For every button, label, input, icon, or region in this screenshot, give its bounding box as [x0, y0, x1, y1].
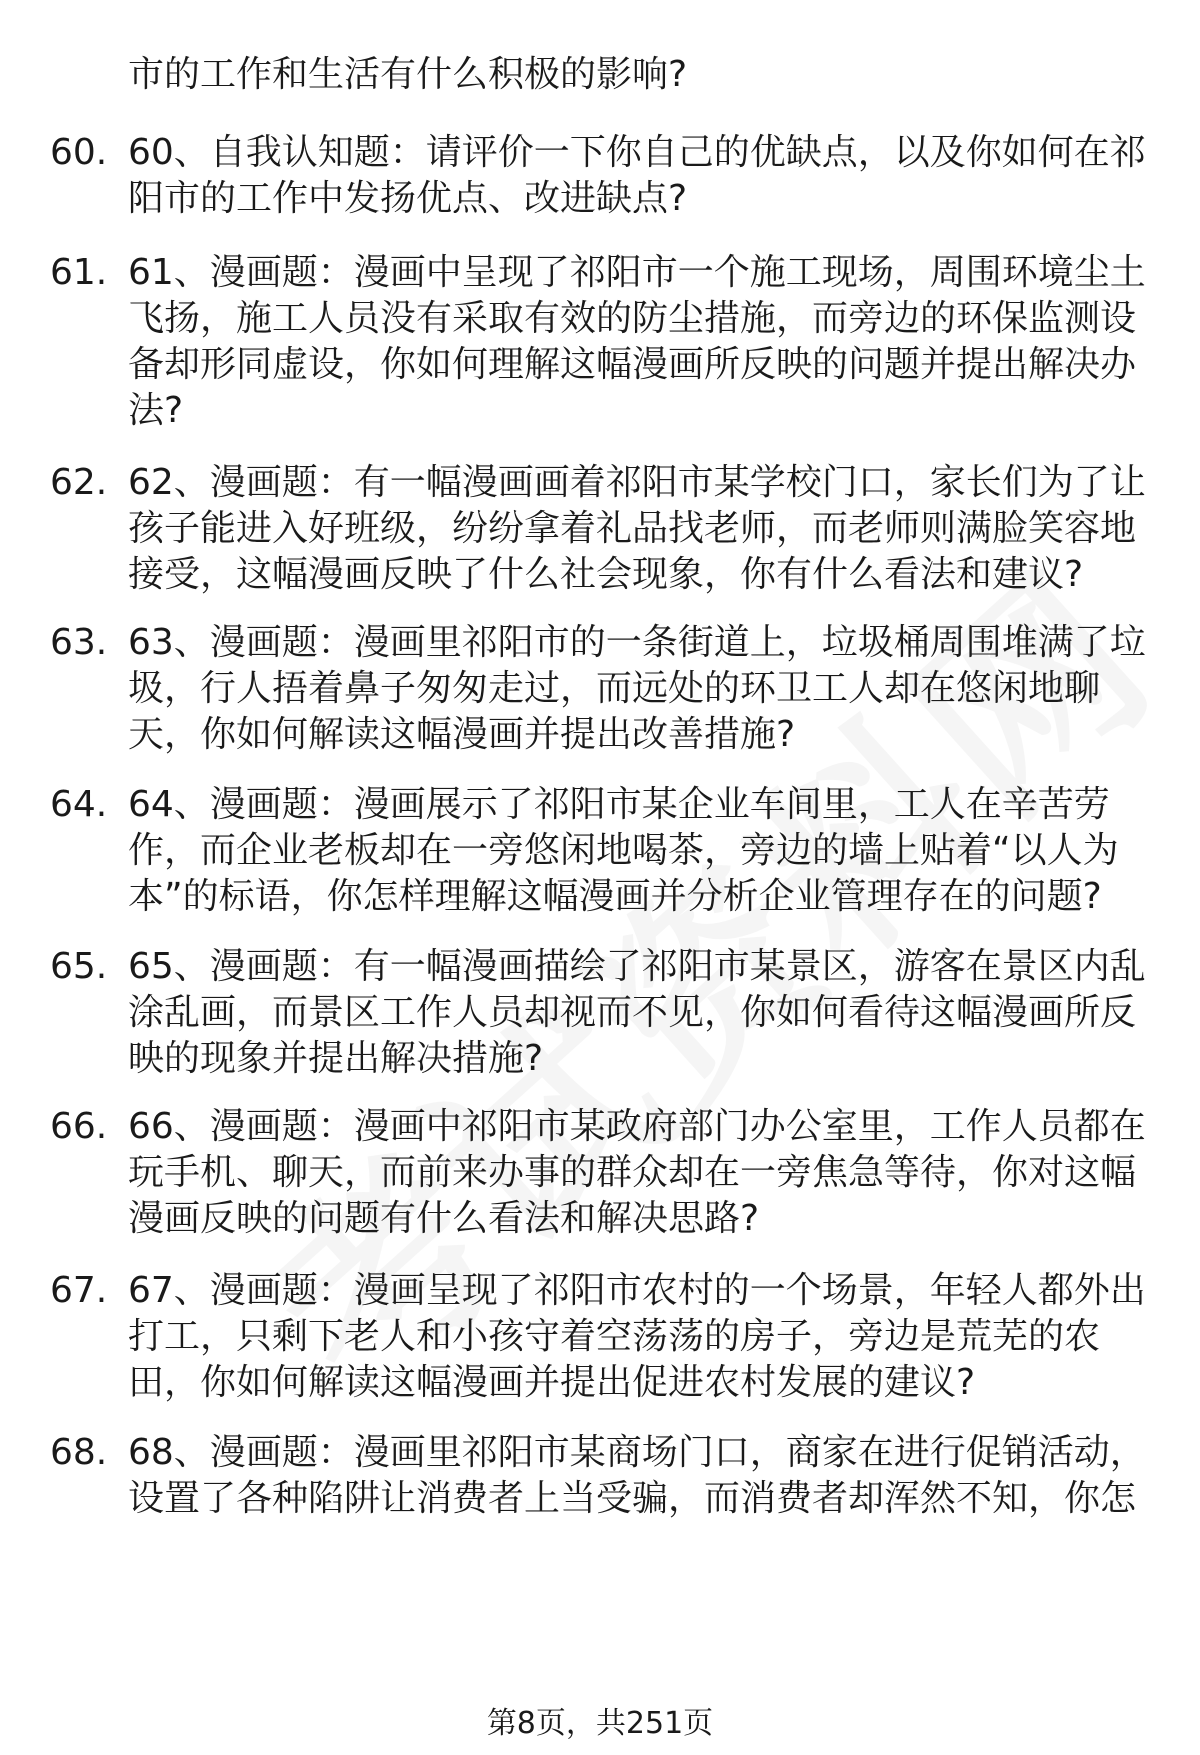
question-text-line: 68、漫画题：漫画里祁阳市某商场门口，商家在进行促销活动， [128, 1432, 1146, 1473]
question-text-line: 63、漫画题：漫画里祁阳市的一条街道上，垃圾桶周围堆满了垃 [128, 622, 1146, 663]
question-text-line: 备却形同虚设，你如何理解这幅漫画所反映的问题并提出解决办 [128, 344, 1137, 385]
question-text-line: 接受，这幅漫画反映了什么社会现象，你有什么看法和建议? [128, 554, 1084, 595]
question-text-line: 阳市的工作中发扬优点、改进缺点? [128, 178, 688, 219]
question-number: 62. [50, 462, 108, 503]
question-number: 63. [50, 622, 108, 663]
question-text-line: 漫画反映的问题有什么看法和解决思路? [128, 1198, 760, 1239]
question-number: 67. [50, 1270, 108, 1311]
question-text-line: 60、自我认知题：请评价一下你自己的优缺点，以及你如何在祁 [128, 132, 1146, 173]
question-text-line: 天，你如何解读这幅漫画并提出改善措施? [128, 714, 796, 755]
continuation-line: 市的工作和生活有什么积极的影响? [128, 54, 688, 95]
question-text-line: 67、漫画题：漫画呈现了祁阳市农村的一个场景，年轻人都外出 [128, 1270, 1146, 1311]
question-text-line: 映的现象并提出解决措施? [128, 1038, 544, 1079]
page-footer: 第8页，共251页 [486, 1706, 714, 1741]
question-text-line: 涂乱画，而景区工作人员却视而不见，你如何看待这幅漫画所反 [128, 992, 1137, 1033]
question-text-line: 打工，只剩下老人和小孩守着空荡荡的房子，旁边是荒芜的农 [128, 1316, 1101, 1357]
question-text-line: 本”的标语，你怎样理解这幅漫画并分析企业管理存在的问题? [128, 876, 1102, 917]
question-text-line: 作，而企业老板却在一旁悠闲地喝茶，旁边的墙上贴着“以人为 [128, 830, 1119, 871]
question-number: 61. [50, 252, 108, 293]
question-text-line: 飞扬，施工人员没有采取有效的防尘措施，而旁边的环保监测设 [128, 298, 1137, 339]
question-number: 65. [50, 946, 108, 987]
question-text-line: 61、漫画题：漫画中呈现了祁阳市一个施工现场，周围环境尘土 [128, 252, 1146, 293]
question-text-line: 65、漫画题：有一幅漫画描绘了祁阳市某景区，游客在景区内乱 [128, 946, 1146, 987]
question-number: 60. [50, 132, 108, 173]
question-text-line: 64、漫画题：漫画展示了祁阳市某企业车间里，工人在辛苦劳 [128, 784, 1110, 825]
question-text-line: 法? [128, 390, 184, 431]
question-number: 64. [50, 784, 108, 825]
question-text-line: 66、漫画题：漫画中祁阳市某政府部门办公室里，工作人员都在 [128, 1106, 1146, 1147]
question-text-line: 孩子能进入好班级，纷纷拿着礼品找老师，而老师则满脸笑容地 [128, 508, 1137, 549]
question-text-line: 圾，行人捂着鼻子匆匆走过，而远处的环卫工人却在悠闲地聊 [128, 668, 1101, 709]
question-text-line: 玩手机、聊天，而前来办事的群众却在一旁焦急等待，你对这幅 [128, 1152, 1137, 1193]
question-text-line: 田，你如何解读这幅漫画并提出促进农村发展的建议? [128, 1362, 976, 1403]
question-text-line: 62、漫画题：有一幅漫画画着祁阳市某学校门口，家长们为了让 [128, 462, 1146, 503]
question-text-line: 设置了各种陷阱让消费者上当受骗，而消费者却浑然不知，你怎 [128, 1478, 1137, 1519]
question-number: 68. [50, 1432, 108, 1473]
question-number: 66. [50, 1106, 108, 1147]
